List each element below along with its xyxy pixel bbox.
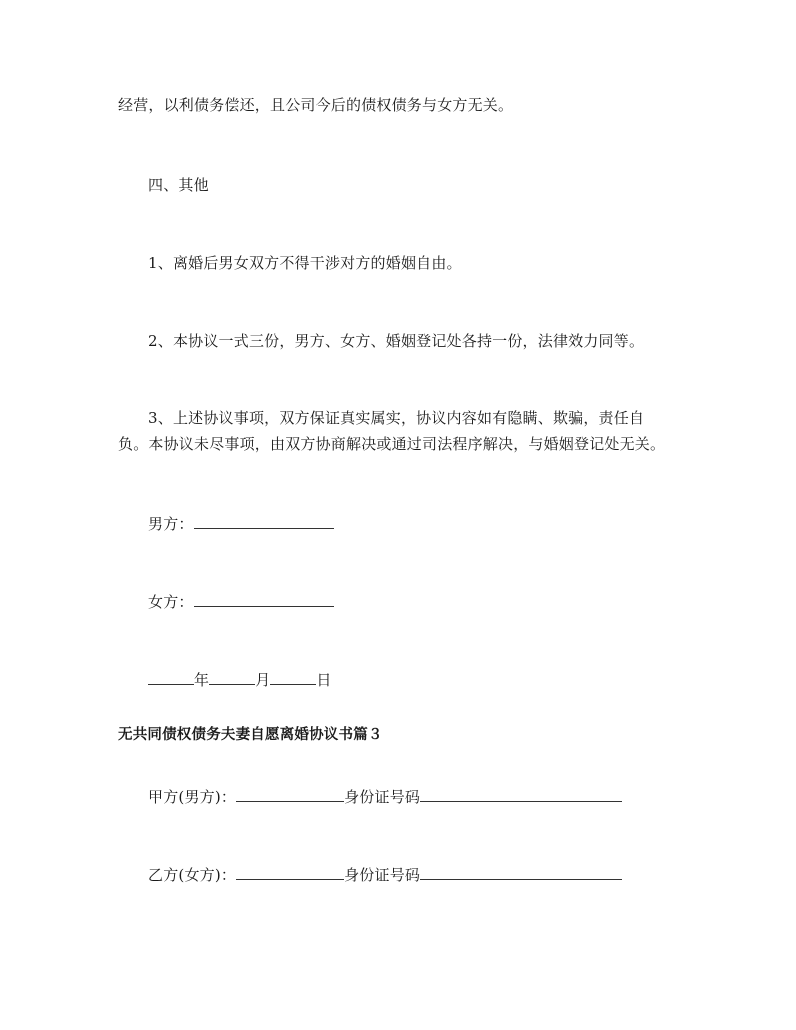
man-signature-blank[interactable] [194, 512, 334, 529]
section-four-title: 四、其他 [148, 176, 209, 194]
party-b-line [148, 863, 622, 886]
day-label: 日 [316, 671, 332, 689]
section-heading: 无共同债权债务夫妻自愿离婚协议书篇３ [118, 727, 383, 743]
party-a-id-blank[interactable] [420, 785, 622, 802]
party-b-name-blank[interactable] [236, 863, 344, 880]
party-a-id-label: 身份证号码 [344, 788, 421, 806]
paragraph-continuation: 经营，以利债务偿还，且公司今后的债权债务与女方无关。 [118, 96, 514, 114]
party-b-id-label: 身份证号码 [344, 866, 421, 884]
woman-label: 女方： [148, 593, 194, 611]
date-line [148, 668, 332, 691]
clause-2: 2、本协议一式三份，男方、女方、婚姻登记处各持一份，法律效力同等。 [148, 332, 645, 350]
woman-signature-blank[interactable] [194, 590, 334, 607]
clause-1: 1、离婚后男女双方不得干涉对方的婚姻自由。 [148, 254, 462, 272]
man-label: 男方： [148, 515, 194, 533]
man-signature-line [148, 512, 334, 535]
clause-3-line-2: 负。本协议未尽事项，由双方协商解决或通过司法程序解决，与婚姻登记处无关。 [118, 435, 666, 453]
year-blank[interactable] [148, 668, 194, 685]
woman-signature-line [148, 590, 334, 613]
party-b-label: 乙方(女方)： [148, 866, 237, 884]
month-label: 月 [255, 671, 271, 689]
party-a-label: 甲方(男方)： [148, 788, 237, 806]
month-blank[interactable] [209, 668, 255, 685]
party-a-name-blank[interactable] [236, 785, 344, 802]
year-label: 年 [194, 671, 210, 689]
day-blank[interactable] [270, 668, 316, 685]
party-a-line [148, 785, 622, 808]
party-b-id-blank[interactable] [420, 863, 622, 880]
clause-3-line-1: 3、上述协议事项，双方保证真实属实，协议内容如有隐瞒、欺骗，责任自 [148, 409, 645, 427]
